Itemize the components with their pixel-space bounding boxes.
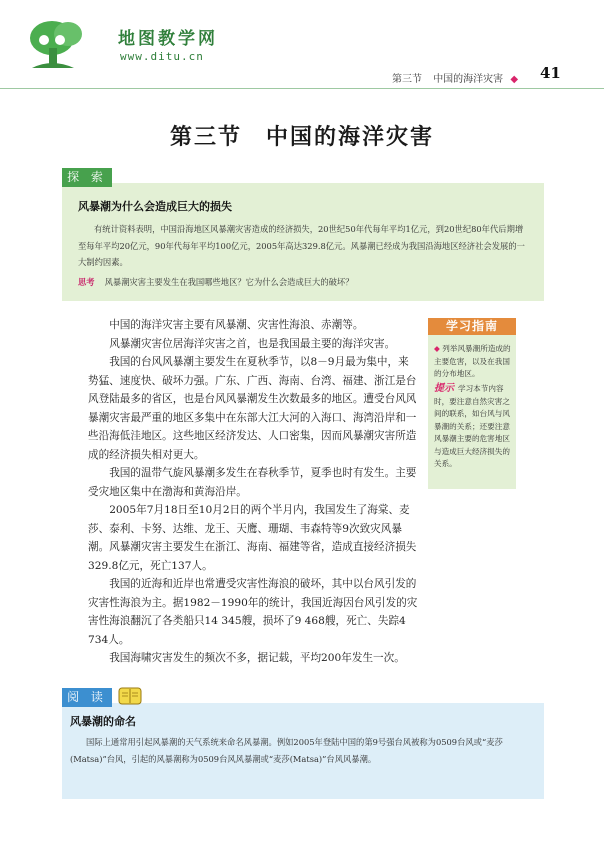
reading-heading: 风暴潮的命名 — [70, 715, 136, 728]
tip-label: 提示 — [434, 383, 454, 394]
study-guide-tip — [434, 383, 514, 471]
reading-body: 国际上通常用引起风暴潮的天气系统来命名风暴潮。例如2005年登陆中国的第9号强台风被称为0509台风或“麦莎(Matsa)”台风，引起的风暴潮称为0509台风风暴潮或“麦莎(Matsa)”台风风暴潮。 — [70, 737, 503, 764]
study-guide-item — [434, 343, 514, 381]
reading-tab: 阅 读 — [62, 688, 112, 707]
book-icon — [118, 686, 142, 706]
logo-url: www.ditu.cn — [120, 50, 204, 63]
diamond-bullet-icon: ◆ — [434, 344, 440, 353]
body-paragraph: 我国海啸灾害发生的频次不多，据记载，平均200年发生一次。 — [109, 652, 405, 664]
explore-heading: 风暴潮为什么会造成巨大的损失 — [78, 200, 232, 213]
body-text — [88, 316, 418, 668]
explore-think — [78, 276, 530, 288]
diamond-icon: ◆ — [510, 74, 519, 85]
running-header — [392, 70, 518, 85]
running-header-topic: 中国的海洋灾害 — [433, 74, 504, 85]
body-paragraph: 中国的海洋灾害主要有风暴潮、灾害性海浪、赤潮等。 — [109, 319, 364, 331]
body-paragraph: 风暴潮灾害位居海洋灾害之首，也是我国最主要的海洋灾害。 — [109, 337, 396, 350]
think-label: 思考 — [78, 277, 95, 287]
explore-body: 有统计资料表明，中国沿海地区风暴潮灾害造成的经济损失，20世纪50年代每年平均1亿元，到20世纪80年代后期增至每年平均20亿元，90年代每年平均100亿元，2005年高达329.8亿元。风暴潮已经成为我国沿海地区经济社会发展的一大制约因素。 — [78, 224, 525, 267]
tip-text: 学习本节内容时，要注意自然灾害之间的联系，如台风与风暴潮的关系；还要注意风暴潮主要的危害地区与造成巨大经济损失的关系。 — [434, 384, 510, 468]
running-header-section: 第三节 — [392, 74, 422, 85]
logo-title: 地图教学网 — [118, 29, 218, 49]
body-paragraph: 我国的温带气旋风暴潮多发生在春秋季节，夏季也时有发生。主要受灾地区集中在渤海和黄海沿岸。 — [88, 467, 417, 498]
explore-tab: 探 索 — [62, 168, 112, 187]
page-number: 41 — [540, 64, 561, 82]
body-paragraph: 我国的近海和近岸也常遭受灾害性海浪的破坏，其中以台风引发的灾害性海浪为主。据1982－1990年的统计，我国近海因台风引发的灾害性海浪翻沉了各类船只14 345艘，损坏了9 468艘，死亡、失踪4 734人。 — [88, 578, 418, 646]
page-title: 第三节 中国的海洋灾害 — [169, 124, 434, 150]
site-logo-icon — [22, 18, 106, 70]
body-paragraph: 我国的台风风暴潮主要发生在夏秋季节，以8－9月最为集中，来势猛、速度快、破坏力强。广东、广西、海南、台湾、福建、浙江是台风登陆最多的省区，也是台风风暴潮发生次数最多的地区。遭受台风风暴潮灾害最严重的地区多集中在东部大江大河的入海口、海湾沿岸和一些沿海低洼地区。这些地区经济发达、人口密集，因而风暴潮灾害所造成的经济损失相对更大。 — [88, 356, 417, 461]
think-text: 风暴潮灾害主要发生在我国哪些地区？它为什么会造成巨大的破坏？ — [104, 277, 354, 287]
study-guide-item-text: 列举风暴潮所造成的主要危害，以及在我国的分布地区。 — [434, 344, 511, 378]
body-paragraph: 2005年7月18日至10月2日的两个半月内，我国发生了海棠、麦莎、泰利、卡努、达维、龙王、天鹰、珊瑚、韦森特等9次致灾风暴潮。风暴潮灾害主要发生在浙江、海南、福建等省，造成直接经济损失329.8亿元，死亡137人。 — [88, 504, 417, 572]
header-divider — [0, 88, 604, 89]
study-guide-tab: 学习指南 — [428, 318, 516, 335]
